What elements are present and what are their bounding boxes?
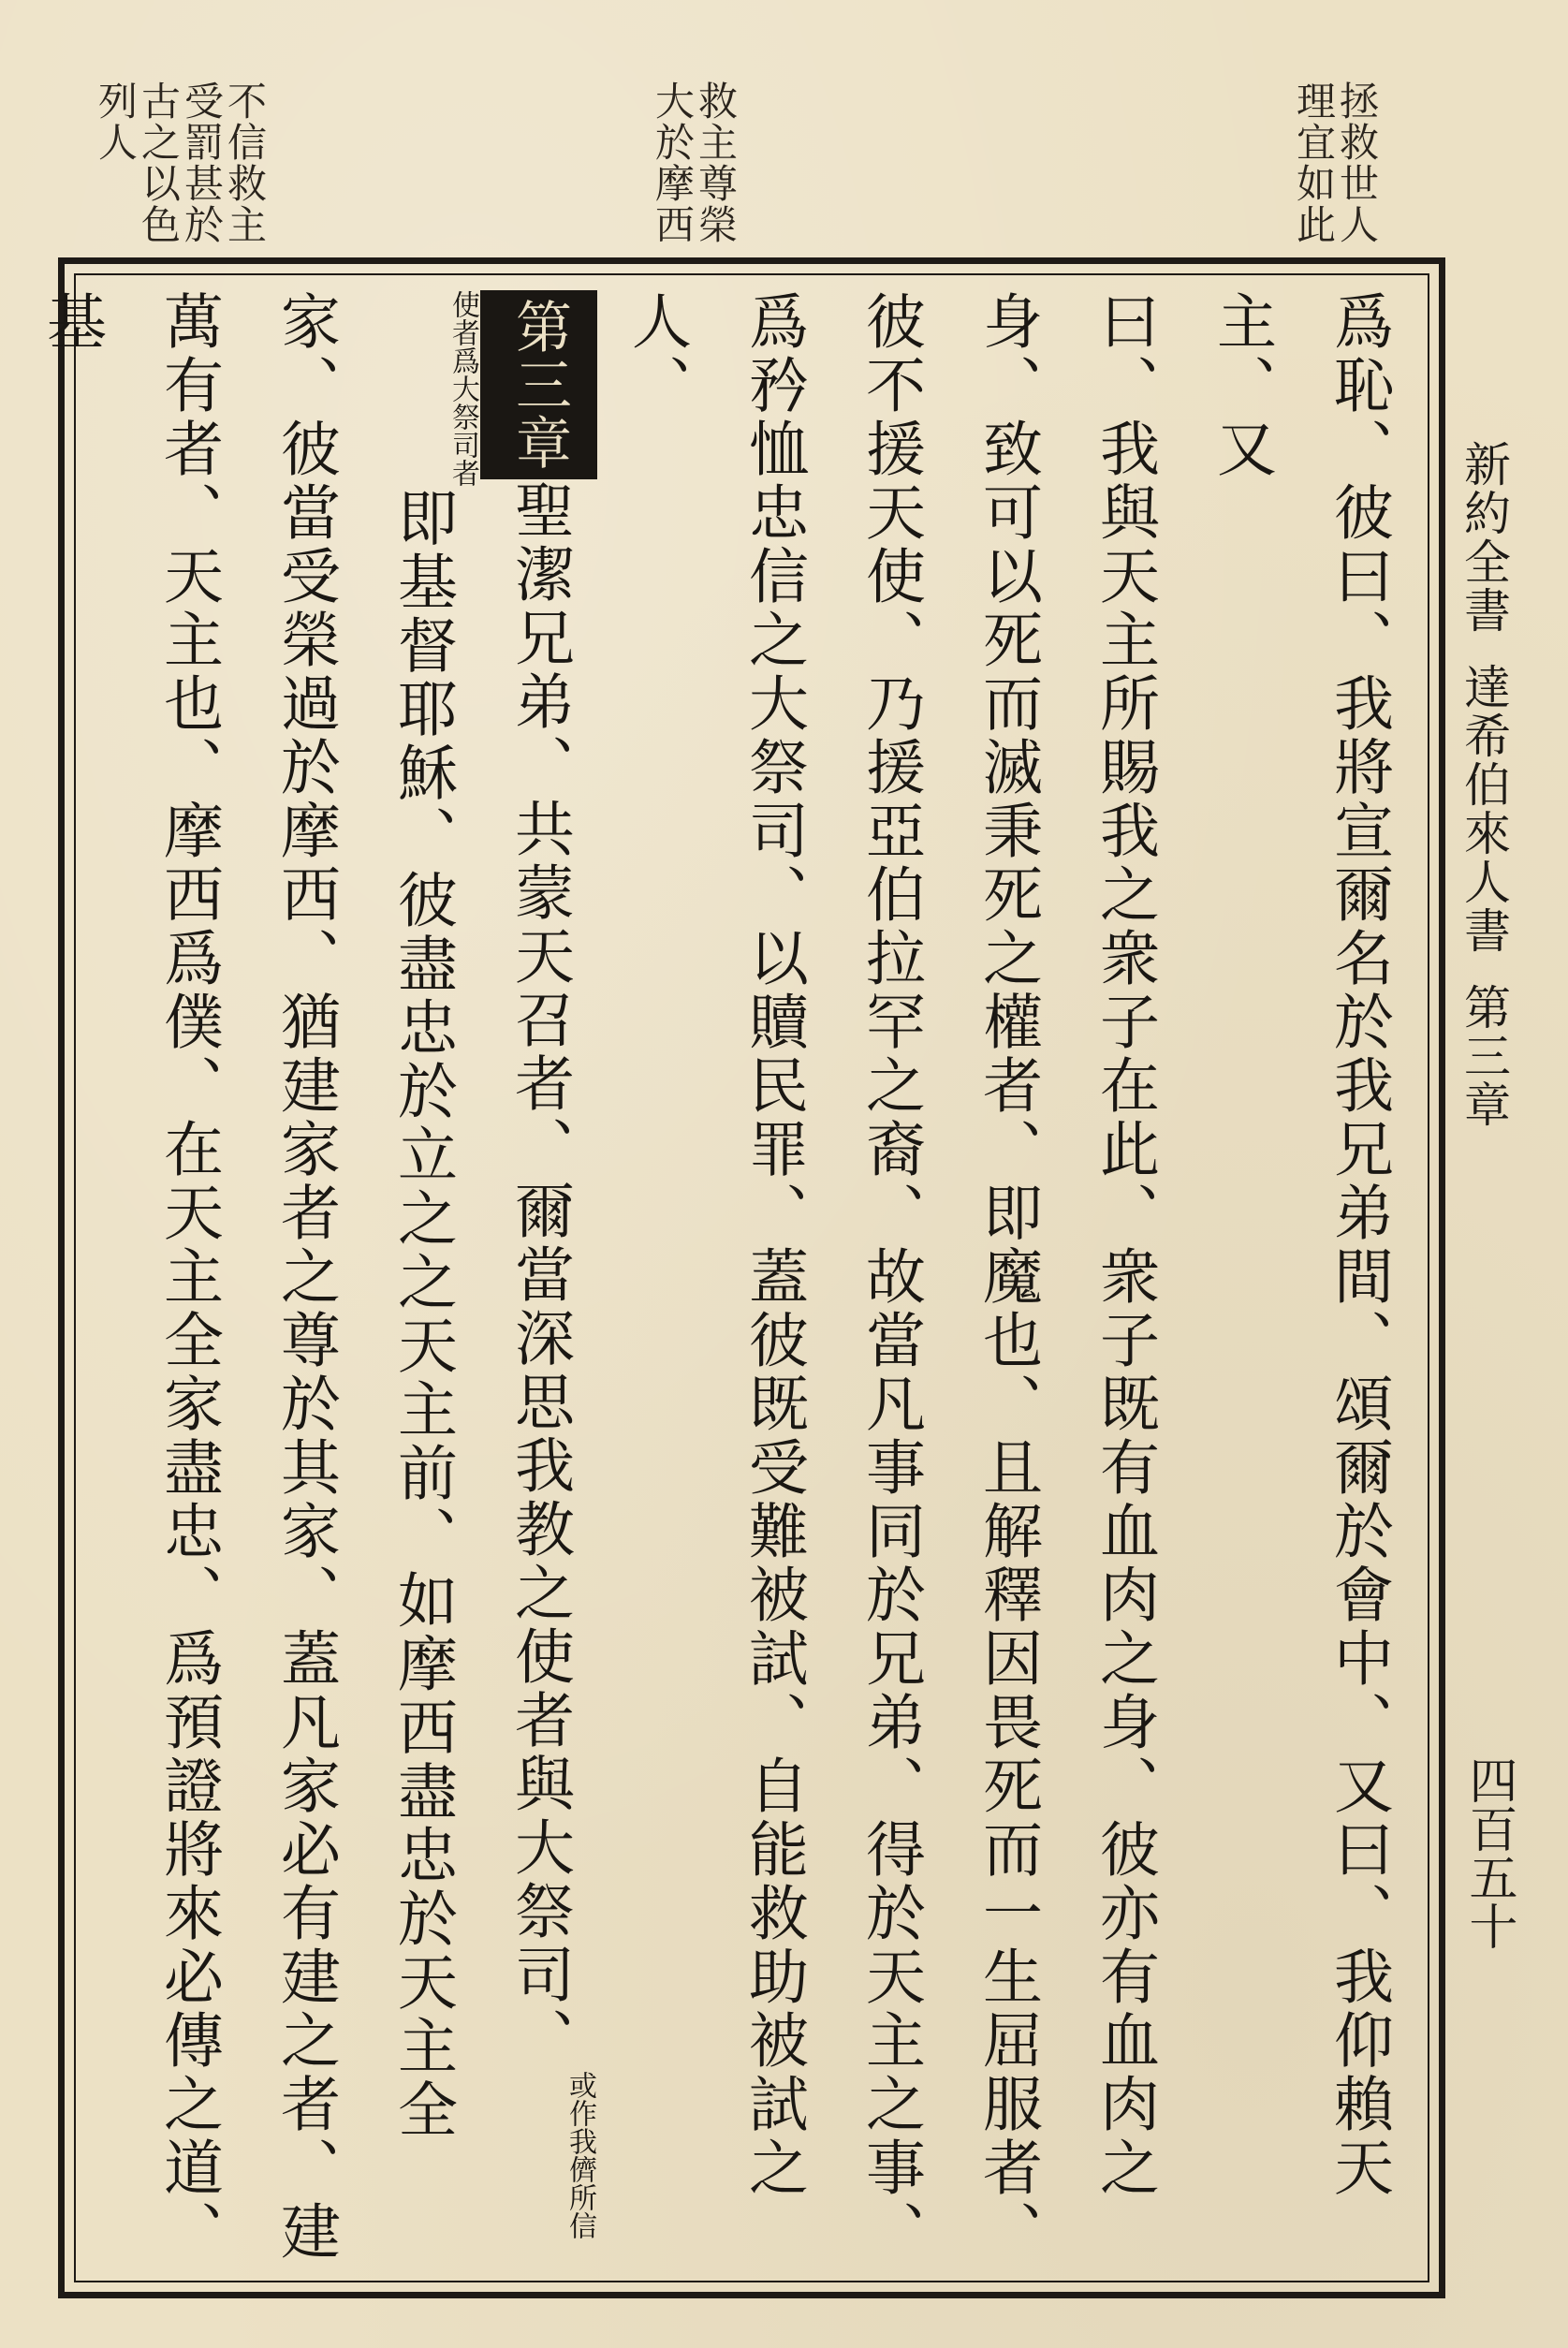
inline-note-confession: 或作我儕所信 — [564, 2071, 596, 2239]
text-frame — [37, 257, 1445, 2298]
running-head-epistle: 達希伯來人書 — [1457, 663, 1511, 955]
chapter-opening-text: 聖潔兄弟、共蒙天召者、爾當深思我教之使者與大祭司、 — [505, 479, 574, 2071]
text-column-11 — [0, 290, 12, 2271]
text-column-10: 萬有者、天主也、摩西爲僕、在天主全家盡忠、爲預證將來必傳之道、基 — [37, 290, 223, 2264]
text-column-8-body: 即基督耶穌、彼盡忠於立之之天主前、如摩西盡忠於天主全 — [388, 487, 457, 2142]
text-column-8 — [363, 290, 480, 2271]
text-column-5: 爲矜恤忠信之大祭司、以贖民罪、蓋彼既受難被試、自能救助被試之 — [739, 290, 808, 2200]
running-head-chapter: 第三章 — [1457, 983, 1511, 1129]
margin-note-middle: 救主尊榮大於摩西 — [650, 81, 739, 245]
text-column-3: 身、致可以死而滅秉死之權者、即魔也、且解釋因畏死而一生屈服者、 — [973, 290, 1042, 2264]
text-column-6: 人、 — [622, 290, 691, 418]
running-head — [1446, 440, 1512, 1704]
main-text — [37, 290, 1416, 2271]
page-number: 四百五十 — [1460, 1755, 1517, 1950]
margin-note-left: 不信救主受罰甚於古之以色列人 — [93, 81, 268, 245]
text-column-4: 彼不援天使、乃援亞伯拉罕之裔、故當凡事同於兄弟、得於天主之事、 — [856, 290, 925, 2264]
margin-note-right: 拯救世人理宜如此 — [1291, 81, 1380, 245]
text-column-1: 爲恥、彼曰、我將宣爾名於我兄弟間、頌爾於會中、又曰、我仰賴天主、又 — [1207, 290, 1393, 2200]
text-column-7 — [480, 290, 597, 2271]
text-column-2: 曰、我與天主所賜我之衆子在此、衆子既有血肉之身、彼亦有血肉之 — [1090, 290, 1159, 2200]
chapter-heading: 第三章 — [480, 290, 597, 479]
text-column-9: 家、彼當受榮過於摩西、猶建家者之尊於其家、蓋凡家必有建之者、建 — [271, 290, 340, 2264]
running-head-book: 新約全書 — [1457, 440, 1511, 635]
inline-note-apostle: 使者爲大祭司者 — [447, 290, 479, 487]
